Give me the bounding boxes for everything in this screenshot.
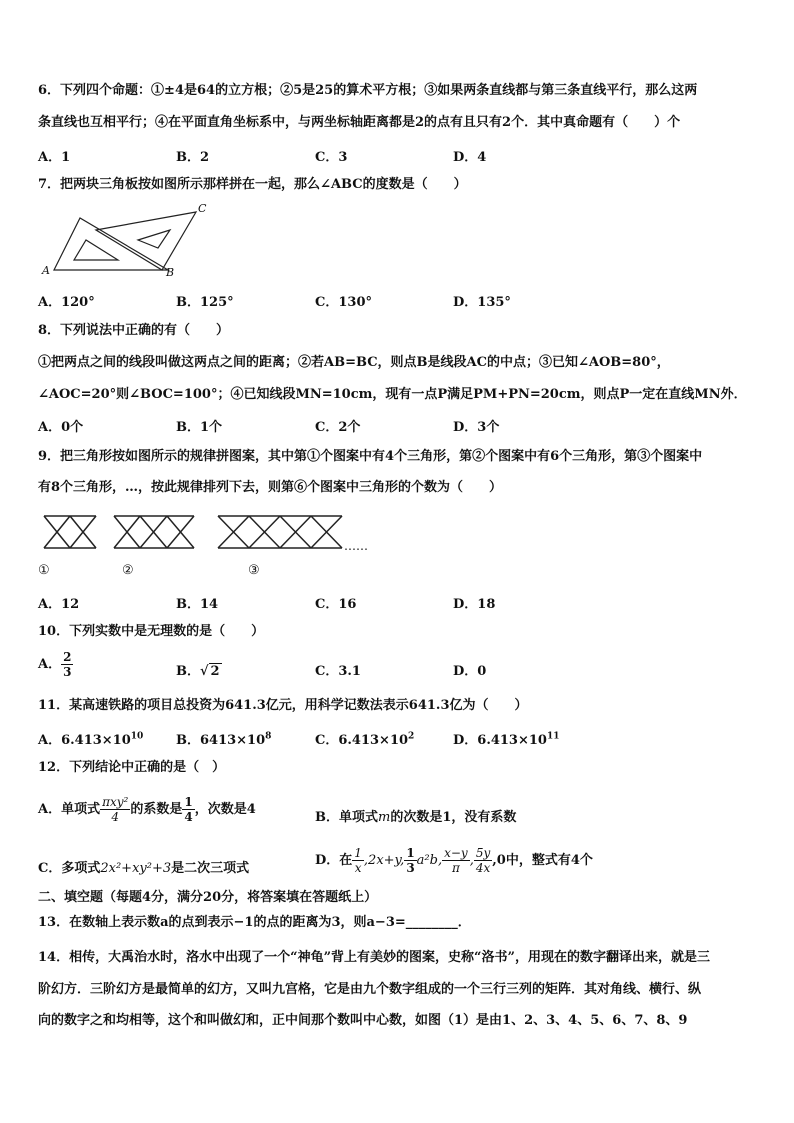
q12-a-pre: A．单项式 xyxy=(38,802,101,817)
q12-d-f3-num: x−y xyxy=(444,846,468,860)
q11-option-d-base: D．6.413×10 xyxy=(453,733,547,748)
q12-d-f4-den: 4x xyxy=(475,861,491,875)
q12-d-term: a²b, xyxy=(416,853,443,868)
q11-option-d-exponent: 11 xyxy=(546,731,560,742)
q12-d-f3-den: π xyxy=(451,861,460,875)
q12-option-b xyxy=(315,806,516,825)
q12-d-post: ,0中，整式有4个 xyxy=(492,853,593,868)
q7-option-c: C．130° xyxy=(315,295,372,310)
q12-d-sep1: ,2x+y, xyxy=(363,853,405,868)
q12-option-a xyxy=(38,795,256,824)
q12-d-f1 xyxy=(352,846,364,875)
q6-option-c: C．3 xyxy=(315,150,348,165)
q7-option-b: B．125° xyxy=(176,295,234,310)
q7-option-d: D．135° xyxy=(453,295,511,310)
q12-a-fraction xyxy=(100,795,130,824)
q7-triangles-figure xyxy=(38,200,218,280)
q12-a-coef-fraction xyxy=(182,795,194,824)
q8-option-d: D．3个 xyxy=(453,420,500,435)
q10-option-b-prefix: B． xyxy=(176,664,200,679)
q7-right-triangle-inner xyxy=(138,230,170,248)
q7-label-a: A xyxy=(42,264,50,277)
q14-line2: 阶幻方．三阶幻方是最简单的幻方，又叫九宫格，它是由九个数字组成的一个三行三列的矩阵．其对角线、横行、纵 xyxy=(38,982,702,997)
q9-pattern-3 xyxy=(218,516,342,548)
q8-line1: ①把两点之间的线段叫做这两点之间的距离；②若AB=BC，则点B是线段AC的中点；③已知∠AOB=80°， xyxy=(38,355,670,370)
q12-a-coef-denominator: 4 xyxy=(184,810,193,824)
q9-label-3: ③ xyxy=(248,563,260,578)
q12-d-pre: D．在 xyxy=(315,853,353,868)
q9-pattern-2 xyxy=(114,516,194,548)
q7-stem: 7．把两块三角板按如图所示那样拼在一起，那么∠ABC的度数是（ ） xyxy=(38,177,467,192)
q7-left-triangle-outer xyxy=(54,218,168,270)
q12-a-denominator: 4 xyxy=(111,810,120,824)
q12-a-numerator: πxy² xyxy=(102,795,129,809)
q7-left-triangle-inner xyxy=(74,240,118,260)
q13-stem: 13．在数轴上表示数a的点到表示−1的点的距离为3，则a−3=________． xyxy=(38,915,471,930)
q8-stem: 8．下列说法中正确的有（ ） xyxy=(38,323,230,338)
q12-b-pre: B．单项式 xyxy=(315,810,378,825)
q10-option-c: C．3.1 xyxy=(315,664,361,679)
q12-d-sep2: , xyxy=(469,853,474,868)
q11-option-b-base: B．6413×10 xyxy=(176,733,266,748)
q9-line2: 有8个三角形，…，按此规律排列下去，则第⑥个图案中三角形的个数为（ ） xyxy=(38,480,503,495)
q10-radicand: 2 xyxy=(210,664,220,679)
q8-option-a: A．0个 xyxy=(38,420,84,435)
q12-option-d xyxy=(315,846,593,875)
q12-c-expr: 2x²+xy²+3 xyxy=(100,861,172,876)
q12-b-var: m xyxy=(378,810,391,825)
q6-option-a: A．1 xyxy=(38,150,71,165)
q9-pattern-1 xyxy=(44,516,96,548)
q11-option-d xyxy=(453,729,560,748)
q12-d-f2-den: 3 xyxy=(406,861,415,875)
q9-option-d: D．18 xyxy=(453,597,496,612)
q12-d-f2-num: 1 xyxy=(406,846,415,860)
q7-label-c: C xyxy=(198,202,207,215)
q14-line3: 向的数字之和均相等，这个和叫做幻和，正中间那个数叫中心数，如图（1）是由1、2、3、4、5、6、7、8、9 xyxy=(38,1013,688,1028)
q9-ellipsis: …… xyxy=(344,539,368,553)
q8-line2: ∠AOC=20°则∠BOC=100°；④已知线段MN=10cm，现有一点P满足PM+PN=20cm，则点P一定在直线MN外． xyxy=(38,387,747,402)
q10-option-a xyxy=(38,650,73,679)
q6-option-b: B．2 xyxy=(176,150,210,165)
q6-option-d: D．4 xyxy=(453,150,487,165)
q7-option-a: A．120° xyxy=(38,295,95,310)
q12-a-post: ，次数是4 xyxy=(194,802,256,817)
q10-option-b xyxy=(176,660,222,679)
q11-option-a-exponent: 10 xyxy=(130,731,144,742)
q8-option-b: B．1个 xyxy=(176,420,223,435)
q9-line1: 9．把三角形按如图所示的规律拼图案，其中第①个图案中有4个三角形，第②个图案中有6个三角形，第③个图案中 xyxy=(38,449,703,464)
q12-d-f4-num: 5y xyxy=(475,846,491,860)
q11-option-c-base: C．6.413×10 xyxy=(315,733,409,748)
q10-stem: 10．下列实数中是无理数的是（ ） xyxy=(38,624,265,639)
q7-right-triangle-outer xyxy=(96,212,196,270)
q12-d-f4 xyxy=(474,846,492,875)
q11-option-c-exponent: 2 xyxy=(408,731,415,742)
q12-c-post: 是二次三项式 xyxy=(171,861,250,876)
q11-option-b xyxy=(176,729,271,748)
q10-fraction-numerator: 2 xyxy=(63,650,72,664)
q6-line1: 6．下列四个命题：①±4是64的立方根；②5是25的算术平方根；③如果两条直线都与第三条直线平行，那么这两 xyxy=(38,83,698,98)
q6-line2: 条直线也互相平行；④在平面直角坐标系中，与两坐标轴距离都是2的点有且只有2个．其中真命题有（ ）个 xyxy=(38,115,681,130)
section2-title: 二、填空题（每题4分，满分20分，将答案填在答题纸上） xyxy=(38,890,378,905)
q12-stem: 12．下列结论中正确的是（ ） xyxy=(38,760,226,775)
q12-a-coef-numerator: 1 xyxy=(184,795,193,809)
q11-option-c xyxy=(315,729,414,748)
q9-label-1: ① xyxy=(38,563,50,578)
q9-option-c: C．16 xyxy=(315,597,357,612)
q12-b-post: 的次数是1，没有系数 xyxy=(390,810,517,825)
q12-d-f1-den: x xyxy=(354,861,362,875)
q9-label-2: ② xyxy=(122,563,134,578)
q11-option-a xyxy=(38,729,143,748)
q8-option-c: C．2个 xyxy=(315,420,361,435)
q9-pattern-figure xyxy=(38,510,378,580)
q9-option-b: B．14 xyxy=(176,597,219,612)
q9-option-a: A．12 xyxy=(38,597,80,612)
q7-label-b: B xyxy=(166,266,175,279)
q10-option-d: D．0 xyxy=(453,664,487,679)
q10-radical-sign: √ xyxy=(200,664,209,679)
q14-line1: 14．相传，大禹治水时，洛水中出现了一个“神龟”背上有美妙的图案，史称“洛书”，用现在的数字翻译出来，就是三 xyxy=(38,950,711,965)
q11-option-b-exponent: 8 xyxy=(265,731,272,742)
q10-fraction-denominator: 3 xyxy=(63,665,72,679)
q12-a-mid: 的系数是 xyxy=(130,802,183,817)
q11-stem: 11．某高速铁路的项目总投资为641.3亿元，用科学记数法表示641.3亿为（ ） xyxy=(38,698,528,713)
q12-d-f2 xyxy=(404,846,416,875)
q12-option-c xyxy=(38,857,249,876)
q12-c-pre: C．多项式 xyxy=(38,861,101,876)
q10-option-a-fraction xyxy=(61,650,73,679)
q12-d-f1-num: 1 xyxy=(354,846,362,860)
q10-option-a-prefix: A． xyxy=(38,657,62,672)
q11-option-a-base: A．6.413×10 xyxy=(38,733,131,748)
q12-d-f3 xyxy=(442,846,470,875)
